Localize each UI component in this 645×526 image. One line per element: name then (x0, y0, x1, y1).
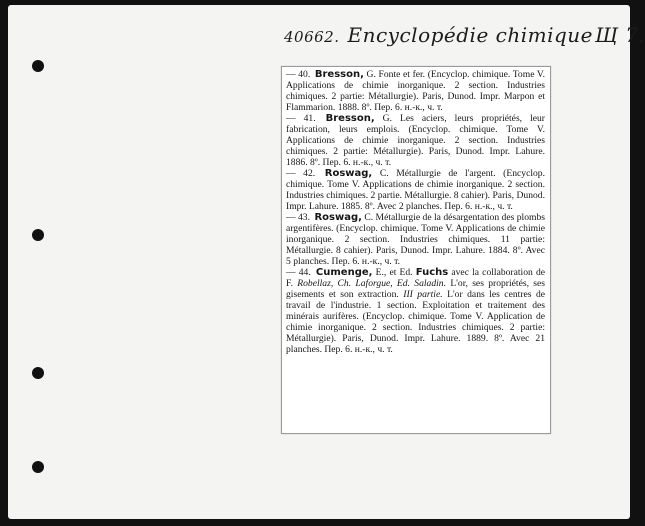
card-heading (284, 23, 645, 47)
entry-text: G. Les aciers, leurs propriétés, leur fabrication, leurs emplois. (Encyclop. chimique. Tome V. Applications de chimie inorganique. 2 section. Industries chimiques. 2 partie: Métallurgie). Paris, Dunod. Impr. Lahure. 1886. 8º. Пер. 6. н.-к., ч. т. (286, 113, 545, 168)
entry-42 (286, 168, 545, 212)
entry-text: C. Métallurgie de la désargentation des plombs argentifères. (Encyclop. chimique. Tome V. Applications de chimie inorganique. 2 section. Industries chimiques. 11 partie: Métallurgie. 8 cahier). Paris, Dunod. Impr. Lahure. 1884. 8º. Avec 5 planches. Пер. 6. н.-к., ч. т. (286, 212, 545, 267)
entry-text-2: L'or dans les centres de travail de l'industrie. 1 section. Exploitation et traitement des minérais aurifères. (Encyclop. chimique. Tome V. Application de chimie inorganique. 2 section. Industries chimiques. 2 partie: Métallurgie). Paris, Dunod. Impr. Lahure. 1889. 8º. Avec 21 planches. Пер. 6. н.-к., ч. т. (286, 289, 545, 355)
entry-number: — 41. (286, 113, 316, 124)
entry-text: C. Métallurgie de l'argent. (Encyclop. chimique. Tome V. Applications de chimie inorganique. 2 section. Industries chimiques. 2 partie. Métallurgie. 8 cahier). Paris, Dunod. Impr. Lahure. 1885. 8º. Avec 2 planches. Пер. 6. н.-к., ч. т. (286, 168, 546, 212)
card-title: Encyclopédie chimique (347, 23, 594, 47)
entry-40 (286, 69, 545, 113)
entry-number: — 42. (286, 168, 316, 179)
entry-author: Bresson, (325, 113, 375, 124)
entry-collab: avec la collaboration de F. (286, 267, 546, 289)
entry-part: III partie. (403, 289, 443, 300)
punch-hole-4 (32, 461, 44, 473)
entry-text: G. Fonte et fer. (Encyclop. chimique. Tome V. Applications de chimie inorganique. 2 section. Industries chimiques. 2 partie: Métallurgie). Paris, Dunod. Impr. Marpon et Flammarion. 1888. 8º. Пер. 6. н.-к., ч. т. (286, 69, 546, 113)
entry-author: Cumenge, (315, 267, 373, 278)
entry-list (286, 69, 545, 355)
entry-text-pre: E., et Ed. (375, 267, 413, 278)
entry-41 (286, 113, 545, 168)
entry-collab-names: Robellaz, Ch. Laforgue, Ed. Saladin. (297, 278, 447, 289)
card-mark: Щ 7. (595, 23, 645, 47)
punch-hole-3 (32, 367, 44, 379)
punch-hole-2 (32, 229, 44, 241)
entry-43 (286, 212, 545, 267)
punch-hole-1 (32, 60, 44, 72)
entry-number: — 43. (286, 212, 311, 223)
entry-author-2: Fuchs (415, 267, 449, 278)
entry-text: L'or, ses propriétés, ses gisements et son extraction. (286, 278, 545, 300)
entry-number: — 40. (286, 69, 311, 80)
card-number: 40662. (284, 28, 340, 46)
entry-44 (286, 267, 545, 355)
entry-author: Bresson, (314, 69, 364, 80)
entry-number: — 44. (286, 267, 311, 278)
entry-author: Roswag, (314, 212, 362, 223)
entry-author: Roswag, (324, 168, 373, 179)
pasted-clipping (281, 66, 551, 434)
